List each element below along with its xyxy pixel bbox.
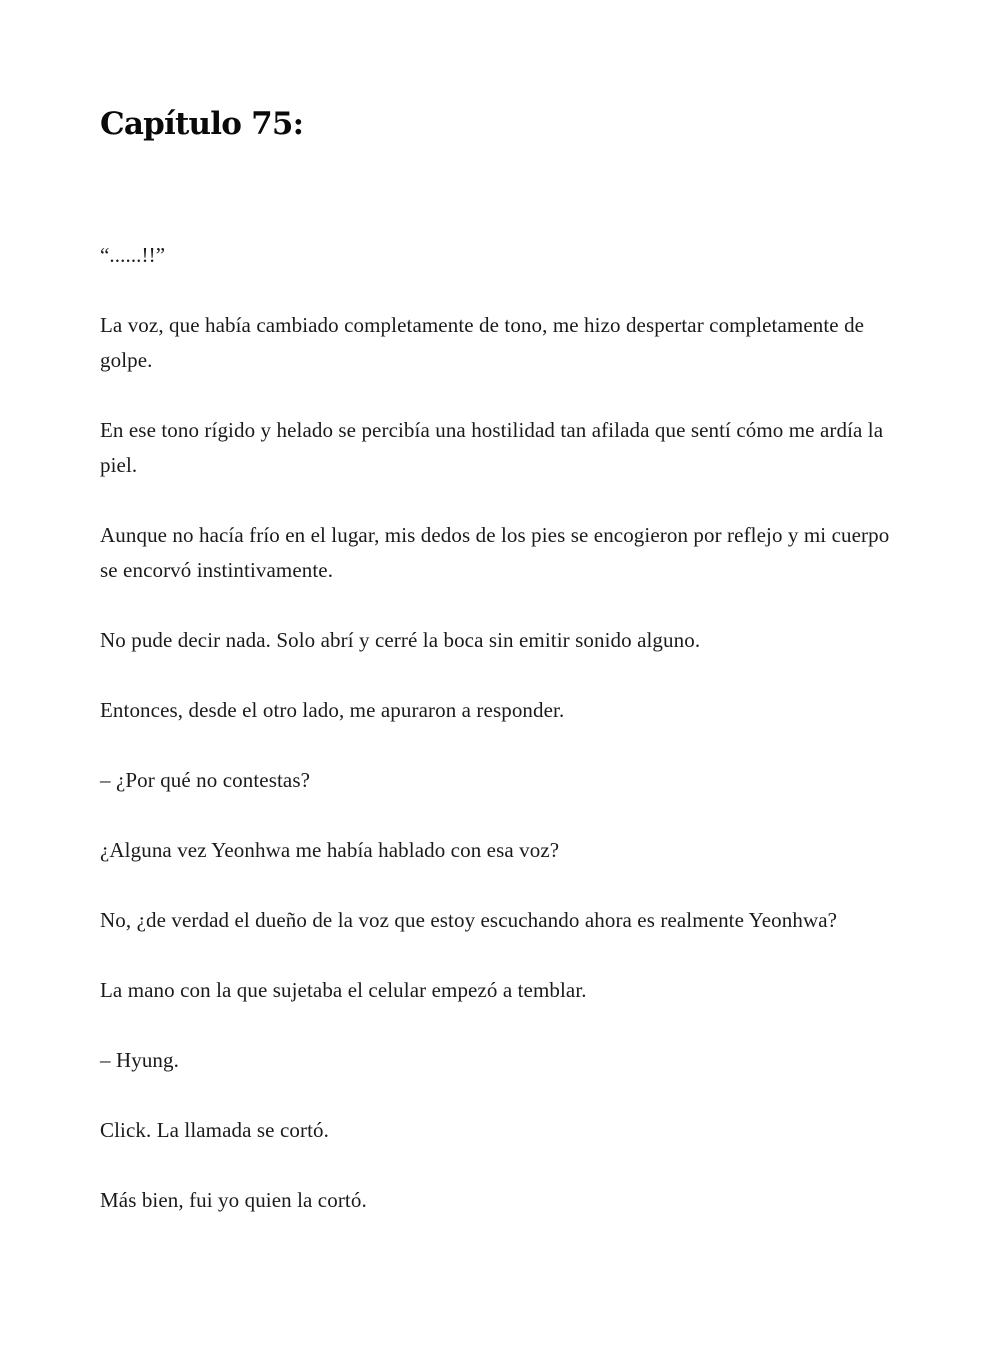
paragraph: Entonces, desde el otro lado, me apuraron a responder. xyxy=(100,698,565,722)
paragraph: No pude decir nada. Solo abrí y cerré la boca sin emitir sonido alguno. xyxy=(100,628,701,652)
paragraph: Click. La llamada se cortó. xyxy=(100,1118,329,1142)
paragraph: No, ¿de verdad el dueño de la voz que estoy escuchando ahora es realmente Yeonhwa? xyxy=(100,908,838,932)
paragraph-exclamation: “......!!” xyxy=(100,243,166,267)
paragraph: En ese tono rígido y helado se percibía una hostilidad tan afilada que sentí cómo me ardía la piel. xyxy=(100,418,884,477)
dialogue-line: – ¿Por qué no contestas? xyxy=(100,768,311,792)
paragraph: Más bien, fui yo quien la cortó. xyxy=(100,1188,367,1212)
paragraph: La mano con la que sujetaba el celular empezó a temblar. xyxy=(100,978,587,1002)
paragraph: Aunque no hacía frío en el lugar, mis dedos de los pies se encogieron por reflejo y mi cuerpo se encorvó instintivamente. xyxy=(100,523,890,582)
paragraph: ¿Alguna vez Yeonhwa me había hablado con esa voz? xyxy=(100,838,560,862)
dialogue-line: – Hyung. xyxy=(100,1048,179,1072)
chapter-body xyxy=(100,238,890,1253)
chapter-title: Capítulo 75: xyxy=(100,106,304,142)
paragraph: La voz, que había cambiado completamente de tono, me hizo despertar completamente de golpe. xyxy=(100,313,865,372)
